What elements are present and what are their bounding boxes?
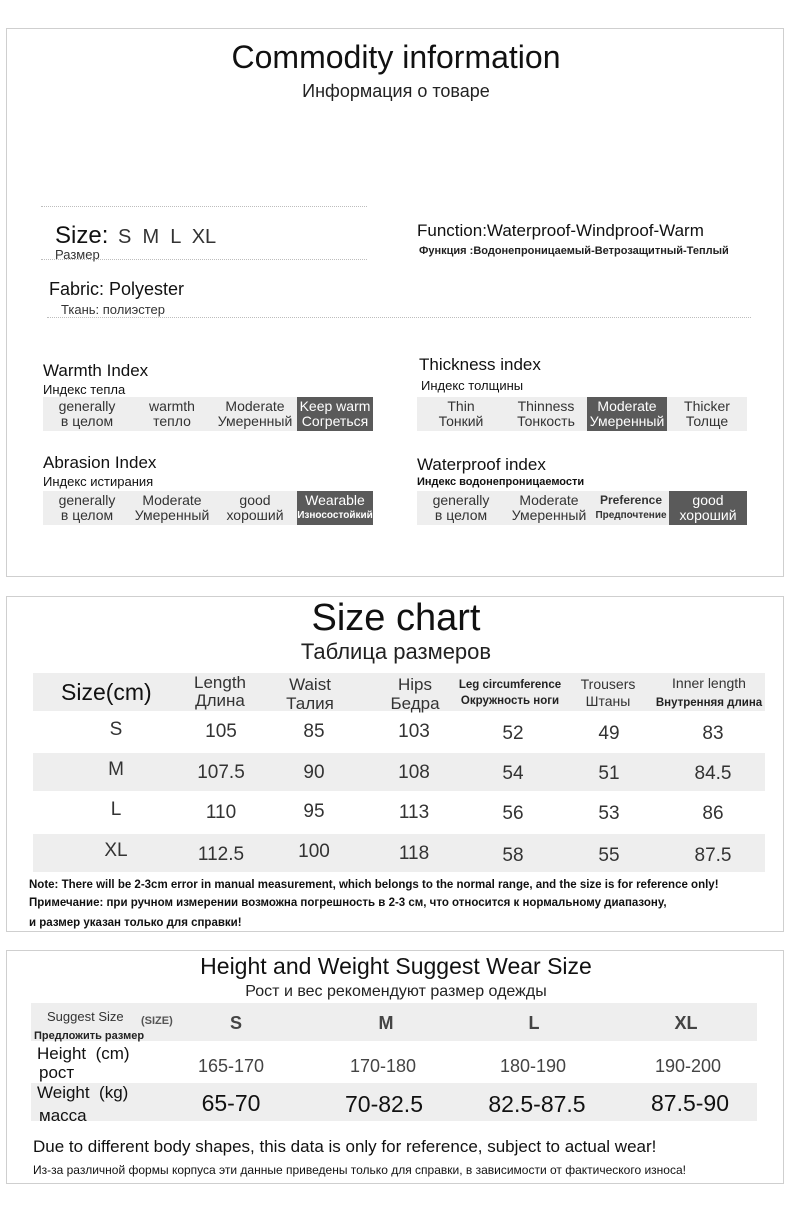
suggest-size-label-ru: Предложить размер <box>34 1030 145 1042</box>
fabric-label-ru: Ткань: полиэстер <box>61 302 165 317</box>
abrasion-option: generally в целом <box>58 492 116 523</box>
cell-inner: 86 <box>702 803 724 824</box>
cell-length: 105 <box>205 721 237 742</box>
size-table-header <box>33 673 765 711</box>
warmth-option: Moderate Умеренный <box>217 398 293 429</box>
cell-leg: 56 <box>502 803 524 824</box>
height-label: Height (cm) <box>37 1044 130 1063</box>
cell-trousers: 51 <box>598 763 620 784</box>
commodity-title: Commodity information <box>231 39 561 75</box>
weight-xl: 87.5-90 <box>650 1090 729 1116</box>
abrasion-option-selected: Wearable Износостойкий <box>297 491 373 525</box>
suggest-size-m: M <box>378 1013 394 1033</box>
cell-trousers: 49 <box>598 723 620 744</box>
header-leg: Leg circumference Окружность ноги <box>458 679 562 707</box>
abrasion-index-title-ru: Индекс истирания <box>43 474 154 489</box>
size-values: S M L XL <box>118 226 217 248</box>
cell-waist: 95 <box>303 801 325 822</box>
abrasion-index-scale <box>43 491 373 525</box>
cell-inner: 87.5 <box>694 845 732 866</box>
fabric-label: Fabric: Polyester <box>49 279 185 299</box>
size-note-en: Note: There will be 2-3cm error in manual measurement, which belongs to the normal range, and the size is for reference only! <box>29 879 719 891</box>
waterproof-option-selected: good хороший <box>669 491 747 525</box>
cell-leg: 52 <box>502 723 524 744</box>
weight-label-ru: масса <box>39 1106 87 1125</box>
abrasion-option: Moderate Умеренный <box>134 492 210 523</box>
warmth-option: warmth тепло <box>149 398 195 429</box>
table-row <box>33 793 765 831</box>
cell-size: S <box>109 719 123 740</box>
commodity-subtitle: Информация о товаре <box>302 81 490 101</box>
thickness-option: Thinness Тонкость <box>517 398 575 429</box>
cell-size: L <box>110 799 122 820</box>
cell-size: XL <box>104 840 128 861</box>
cell-length: 112.5 <box>197 844 245 865</box>
abrasion-index-title: Abrasion Index <box>43 453 157 472</box>
table-row <box>33 713 765 751</box>
waterproof-index-scale <box>417 491 747 525</box>
weight-s: 65-70 <box>201 1090 261 1116</box>
thickness-option: Thin Тонкий <box>438 398 484 429</box>
size-label: Size: <box>55 222 109 249</box>
warmth-index-title-ru: Индекс тепла <box>43 382 126 397</box>
size-chart-panel <box>6 596 784 932</box>
cell-trousers: 55 <box>598 845 620 866</box>
cell-hips: 103 <box>398 721 430 742</box>
waterproof-option: Preference Предпочтение <box>595 493 667 521</box>
cell-inner: 84.5 <box>694 763 732 784</box>
size-chart-title: Size chart <box>311 597 481 639</box>
waterproof-index-title: Waterproof index <box>417 455 546 474</box>
thickness-index-title-ru: Индекс толщины <box>421 378 524 393</box>
size-note-ru-2: и размер указан только для справки! <box>29 917 242 929</box>
waterproof-option: generally в целом <box>432 492 490 523</box>
suggest-title: Height and Weight Suggest Wear Size <box>200 953 592 979</box>
suggest-size-tag: (SIZE) <box>141 1015 173 1027</box>
header-trousers: Trousers Штаны <box>580 676 636 709</box>
cell-length: 110 <box>205 802 237 823</box>
weight-label: Weight (kg) <box>37 1083 129 1102</box>
cell-waist: 100 <box>298 841 330 862</box>
cell-hips: 108 <box>398 762 430 783</box>
warmth-index-title: Warmth Index <box>43 361 149 380</box>
header-waist: Waist Талия <box>286 675 334 713</box>
size-chart-subtitle: Таблица размеров <box>300 639 492 664</box>
warmth-option: generally в целом <box>58 398 116 429</box>
cell-hips: 113 <box>398 802 430 823</box>
table-row <box>33 834 765 872</box>
table-row <box>33 753 765 791</box>
suggest-size-xl: XL <box>674 1013 698 1033</box>
weight-m: 70-82.5 <box>344 1091 423 1117</box>
size-note-ru-1: Примечание: при ручном измерении возможна погрешность в 2-3 см, что относится к нормальному диапазону, <box>29 897 667 909</box>
waterproof-index-title-ru: Индекс водонепроницаемости <box>417 476 585 488</box>
cell-length: 107.5 <box>197 762 245 783</box>
divider <box>47 317 751 318</box>
cell-leg: 54 <box>502 763 524 784</box>
height-label-ru: рост <box>39 1063 75 1082</box>
cell-hips: 118 <box>398 843 430 864</box>
divider <box>41 206 367 207</box>
suggest-subtitle: Рост и вес рекомендуют размер одежды <box>245 983 547 1000</box>
abrasion-option: good хороший <box>226 492 284 523</box>
header-inner-length: Inner length Внутренняя длина <box>655 675 763 709</box>
cell-inner: 83 <box>702 723 724 744</box>
suggest-size-panel <box>6 950 784 1184</box>
cell-waist: 90 <box>303 762 325 783</box>
thickness-option: Thicker Толще <box>684 398 730 429</box>
suggest-size-label: Suggest Size <box>47 1009 124 1024</box>
function-label: Function:Waterproof-Windproof-Warm <box>417 221 704 240</box>
header-hips: Hips Бедра <box>390 675 440 713</box>
suggest-size-l: L <box>528 1013 540 1033</box>
warmth-option-selected: Keep warm Согреться <box>297 397 373 431</box>
thickness-option-selected: Moderate Умеренный <box>587 397 667 431</box>
commodity-info-panel <box>6 28 784 577</box>
size-label-ru: Размер <box>55 247 100 262</box>
cell-size: M <box>108 759 124 780</box>
thickness-index-title: Thickness index <box>419 355 541 374</box>
cell-waist: 85 <box>303 721 325 742</box>
weight-l: 82.5-87.5 <box>488 1091 586 1117</box>
suggest-footer-en: Due to different body shapes, this data is only for reference, subject to actual wear! <box>33 1137 657 1156</box>
height-xl: 190-200 <box>654 1056 722 1076</box>
header-size: Size(cm) <box>61 679 152 705</box>
cell-leg: 58 <box>502 845 524 866</box>
height-l: 180-190 <box>499 1056 567 1076</box>
suggest-header-row <box>31 1003 757 1041</box>
waterproof-option: Moderate Умеренный <box>511 492 587 523</box>
warmth-index-scale <box>43 397 373 431</box>
function-label-ru: Функция :Водонепроницаемый-Ветрозащитный-Теплый <box>419 245 729 257</box>
thickness-index-scale <box>417 397 747 431</box>
suggest-footer-ru: Из-за различной формы корпуса эти данные приведены только для справки, в зависимости от фактического износа! <box>33 1163 686 1177</box>
height-s: 165-170 <box>197 1056 265 1076</box>
cell-trousers: 53 <box>598 803 620 824</box>
height-m: 170-180 <box>349 1056 417 1076</box>
suggest-size-s: S <box>229 1013 242 1033</box>
header-length: Length Длина <box>194 673 246 710</box>
